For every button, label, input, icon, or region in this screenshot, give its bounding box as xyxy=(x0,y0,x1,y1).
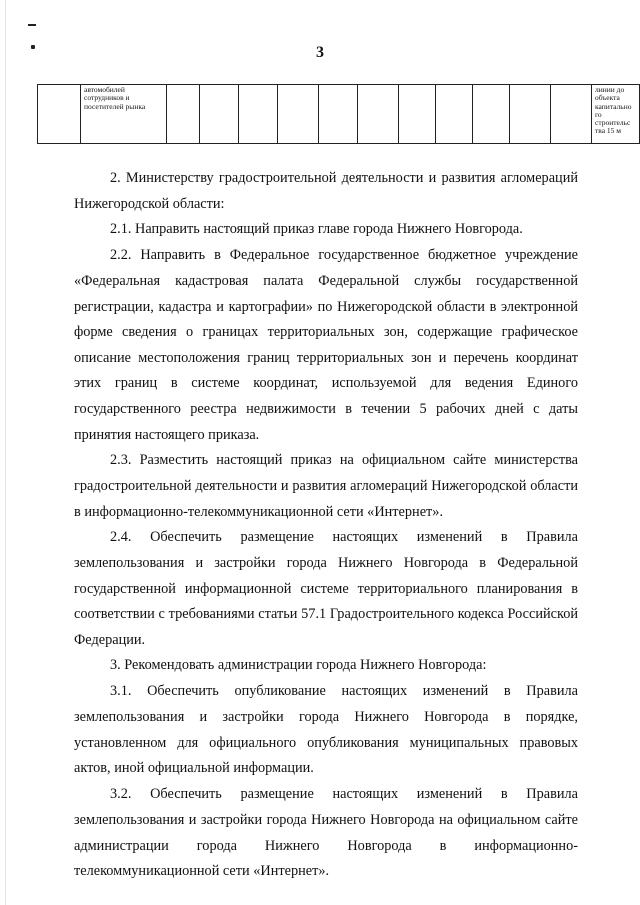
paragraph-3: 3. Рекомендовать администрации города Нижнего Новгорода: xyxy=(110,657,487,673)
table-cell-left-text: автомобилей сотрудников и посетителей рынка xyxy=(81,85,167,144)
paragraph-2-4-rest: землепользования и застройки города Нижнего Новгорода в Федеральной государственной информационной системе территориального планирования в соответствии с требованиями статьи 57.1 Градостроительного кодекса Российской Федерации. xyxy=(74,555,578,648)
table-cell xyxy=(278,85,319,144)
paragraph-2-3-rest: градостроительной деятельности и развития агломераций Нижегородской области в информационно-телекоммуникационной сети «Интернет». xyxy=(74,478,578,520)
paragraph-2-3-first-line: 2.3. Разместить настоящий приказ на официальном сайте министерства xyxy=(110,452,578,468)
page-number: 3 xyxy=(316,44,324,61)
scan-edge-line xyxy=(5,0,6,905)
table-cell xyxy=(38,85,81,144)
paragraph-3-1-rest: землепользования и застройки города Нижнего Новгорода в порядке, установленном для официального опубликования муниципальных правовых актов, иной официальной информации. xyxy=(74,709,578,777)
paragraph-2-4-first-line: 2.4. Обеспечить размещение настоящих изменений в Правила xyxy=(110,529,578,545)
table-cell xyxy=(200,85,239,144)
scan-mark xyxy=(28,24,36,26)
table-row xyxy=(38,85,640,144)
table-cell xyxy=(399,85,436,144)
table-cell xyxy=(473,85,510,144)
table-cell xyxy=(510,85,551,144)
table-cell xyxy=(319,85,358,144)
paragraph-2-2-first-line: 2.2. Направить в Федеральное государственное бюджетное учреждение xyxy=(110,247,578,263)
paragraph-2-rest: Нижегородской области: xyxy=(74,196,225,212)
paragraph-2-1: 2.1. Направить настоящий приказ главе города Нижнего Новгорода. xyxy=(110,221,523,237)
table-cell xyxy=(358,85,399,144)
paragraph-3-2-first-line: 3.2. Обеспечить размещение настоящих изменений в Правила xyxy=(110,786,578,802)
table-cell xyxy=(167,85,200,144)
table-fragment xyxy=(37,84,640,144)
paragraph-2-2-rest: «Федеральная кадастровая палата Федеральной службы государственной регистрации, кадастра и картографии» по Нижегородской области в электронной форме сведения о границах территориальных зон, содержащие графическое описание местоположения границ территориальных зон и перечень координат этих границ в системе координат, используемой для ведения Единого государственного реестра недвижимости в течении 5 рабочих дней с даты принятия настоящего приказа. xyxy=(74,273,578,443)
table-cell xyxy=(436,85,473,144)
paragraph-3-2-rest: землепользования и застройки города Нижнего Новгорода на официальном сайте администрации города Нижнего Новгорода в информационно-телекоммуникационной сети «Интернет». xyxy=(74,812,578,880)
table-cell xyxy=(239,85,278,144)
table-cell xyxy=(551,85,592,144)
paragraph-2-first-line: 2. Министерству градостроительной деятельности и развития агломераций xyxy=(110,170,578,186)
paragraph-3-1-first-line: 3.1. Обеспечить опубликование настоящих изменений в Правила xyxy=(110,683,578,699)
table-cell-right-text: линии до объекта капитально го строительс тва 15 м xyxy=(592,85,640,144)
